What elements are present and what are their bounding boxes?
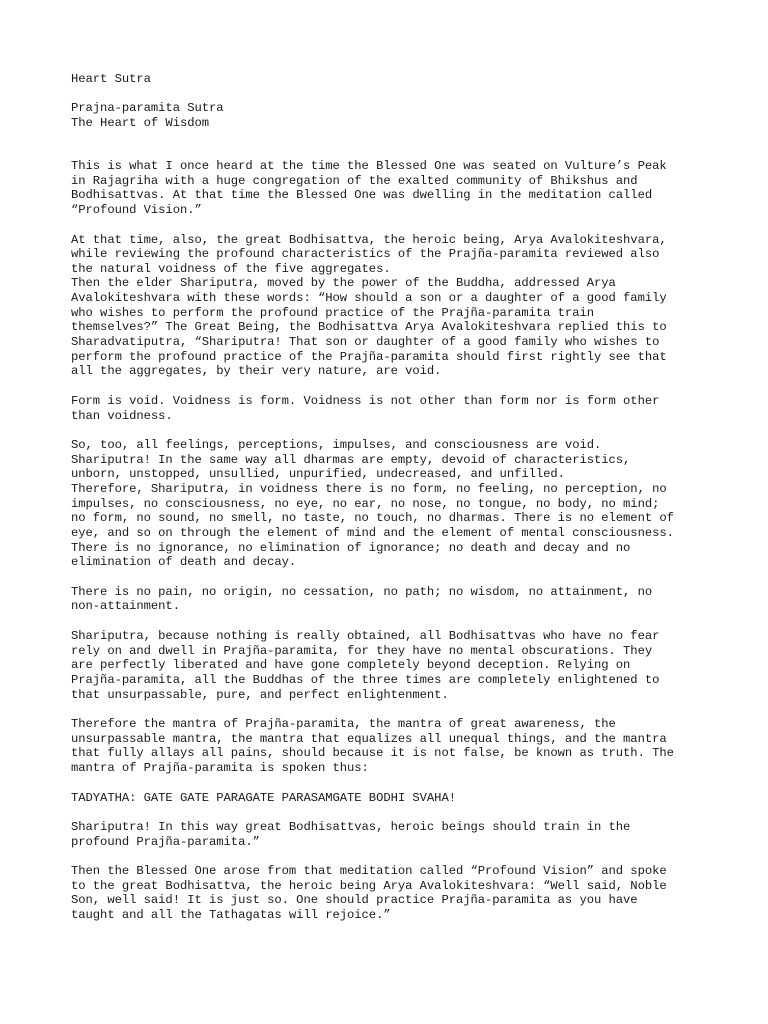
text-line: There is no pain, no origin, no cessation, no path; no wisdom, no attainment, no	[71, 585, 653, 599]
subtitle-line: Prajna-paramita Sutra	[71, 101, 224, 115]
text-line: Sharadvatiputra, “Shariputra! That son or daughter of a good family who wishes to	[71, 335, 660, 349]
text-line: Shariputra! In the same way all dharmas are empty, devoid of characteristics,	[71, 453, 631, 467]
text-line: There is no ignorance, no elimination of ignorance; no death and decay and no	[71, 541, 631, 555]
text-line: are perfectly liberated and have gone completely beyond deception. Relying on	[71, 658, 631, 672]
text-line: “Profound Vision.”	[71, 203, 202, 217]
text-line: Prajña-paramita, all the Buddhas of the three times are completely enlightened to	[71, 673, 660, 687]
text-line: the natural voidness of the five aggregates.	[71, 262, 391, 276]
text-line: than voidness.	[71, 409, 173, 423]
text-line: who wishes to perform the profound practice of the Prajña-paramita train	[71, 306, 594, 320]
text-line: Then the elder Shariputra, moved by the power of the Buddha, addressed Arya	[71, 276, 616, 290]
text-line: that unsurpassable, pure, and perfect enlightenment.	[71, 688, 449, 702]
text-line: rely on and dwell in Prajña-paramita, for they have no mental obscurations. They	[71, 644, 653, 658]
text-line: unborn, unstopped, unsullied, unpurified, undecreased, and unfilled.	[71, 467, 565, 481]
text-line: no form, no sound, no smell, no taste, no touch, no dharmas. There is no element of	[71, 511, 674, 525]
text-line: that fully allays all pains, should because it is not false, be known as truth. The	[71, 746, 674, 760]
text-line: elimination of death and decay.	[71, 555, 297, 569]
text-line: Bodhisattvas. At that time the Blessed One was dwelling in the meditation called	[71, 188, 653, 202]
text-line: unsurpassable mantra, the mantra that equalizes all unequal things, and the mantra	[71, 732, 667, 746]
text-line: to the great Bodhisattva, the heroic being Arya Avalokiteshvara: “Well said, Noble	[71, 879, 667, 893]
text-line: Therefore the mantra of Prajña-paramita, the mantra of great awareness, the	[71, 717, 616, 731]
subtitle-line: The Heart of Wisdom	[71, 116, 210, 130]
text-line: while reviewing the profound characteristics of the Prajña-paramita reviewed also	[71, 247, 660, 261]
text-line: eye, and so on through the element of mind and the element of mental consciousness.	[71, 526, 674, 540]
text-line: all the aggregates, by their very nature, are void.	[71, 364, 442, 378]
text-line: non-attainment.	[71, 599, 180, 613]
text-line: Then the Blessed One arose from that meditation called “Profound Vision” and spoke	[71, 864, 667, 878]
document-page	[71, 0, 711, 1024]
text-line: Form is void. Voidness is form. Voidness is not other than form nor is form other	[71, 394, 660, 408]
text-line: Avalokiteshvara with these words: “How should a son or a daughter of a good family	[71, 291, 667, 305]
text-line: Therefore, Shariputra, in voidness there is no form, no feeling, no perception, no	[71, 482, 667, 496]
text-line: themselves?” The Great Being, the Bodhisattva Arya Avalokiteshvara replied this to	[71, 320, 667, 334]
document-title: Heart Sutra	[71, 72, 151, 86]
text-line: Shariputra! In this way great Bodhisattvas, heroic beings should train in the	[71, 820, 631, 834]
text-line: in Rajagriha with a huge congregation of the exalted community of Bhikshus and	[71, 174, 638, 188]
text-line: So, too, all feelings, perceptions, impulses, and consciousness are void.	[71, 438, 602, 452]
text-line: impulses, no consciousness, no eye, no ear, no nose, no tongue, no body, no mind;	[71, 497, 660, 511]
text-line: Shariputra, because nothing is really obtained, all Bodhisattvas who have no fear	[71, 629, 660, 643]
text-line: This is what I once heard at the time the Blessed One was seated on Vulture’s Peak	[71, 159, 667, 173]
mantra-line: TADYATHA: GATE GATE PARAGATE PARASAMGATE BODHI SVAHA!	[71, 791, 456, 805]
text-line: profound Prajña-paramita.”	[71, 835, 260, 849]
text-line: At that time, also, the great Bodhisattva, the heroic being, Arya Avalokiteshvara,	[71, 233, 667, 247]
text-line: mantra of Prajña-paramita is spoken thus:	[71, 761, 369, 775]
text-line: perform the profound practice of the Prajña-paramita should first rightly see that	[71, 350, 667, 364]
text-line: taught and all the Tathagatas will rejoice.”	[71, 908, 391, 922]
text-line: Son, well said! It is just so. One should practice Prajña-paramita as you have	[71, 893, 638, 907]
